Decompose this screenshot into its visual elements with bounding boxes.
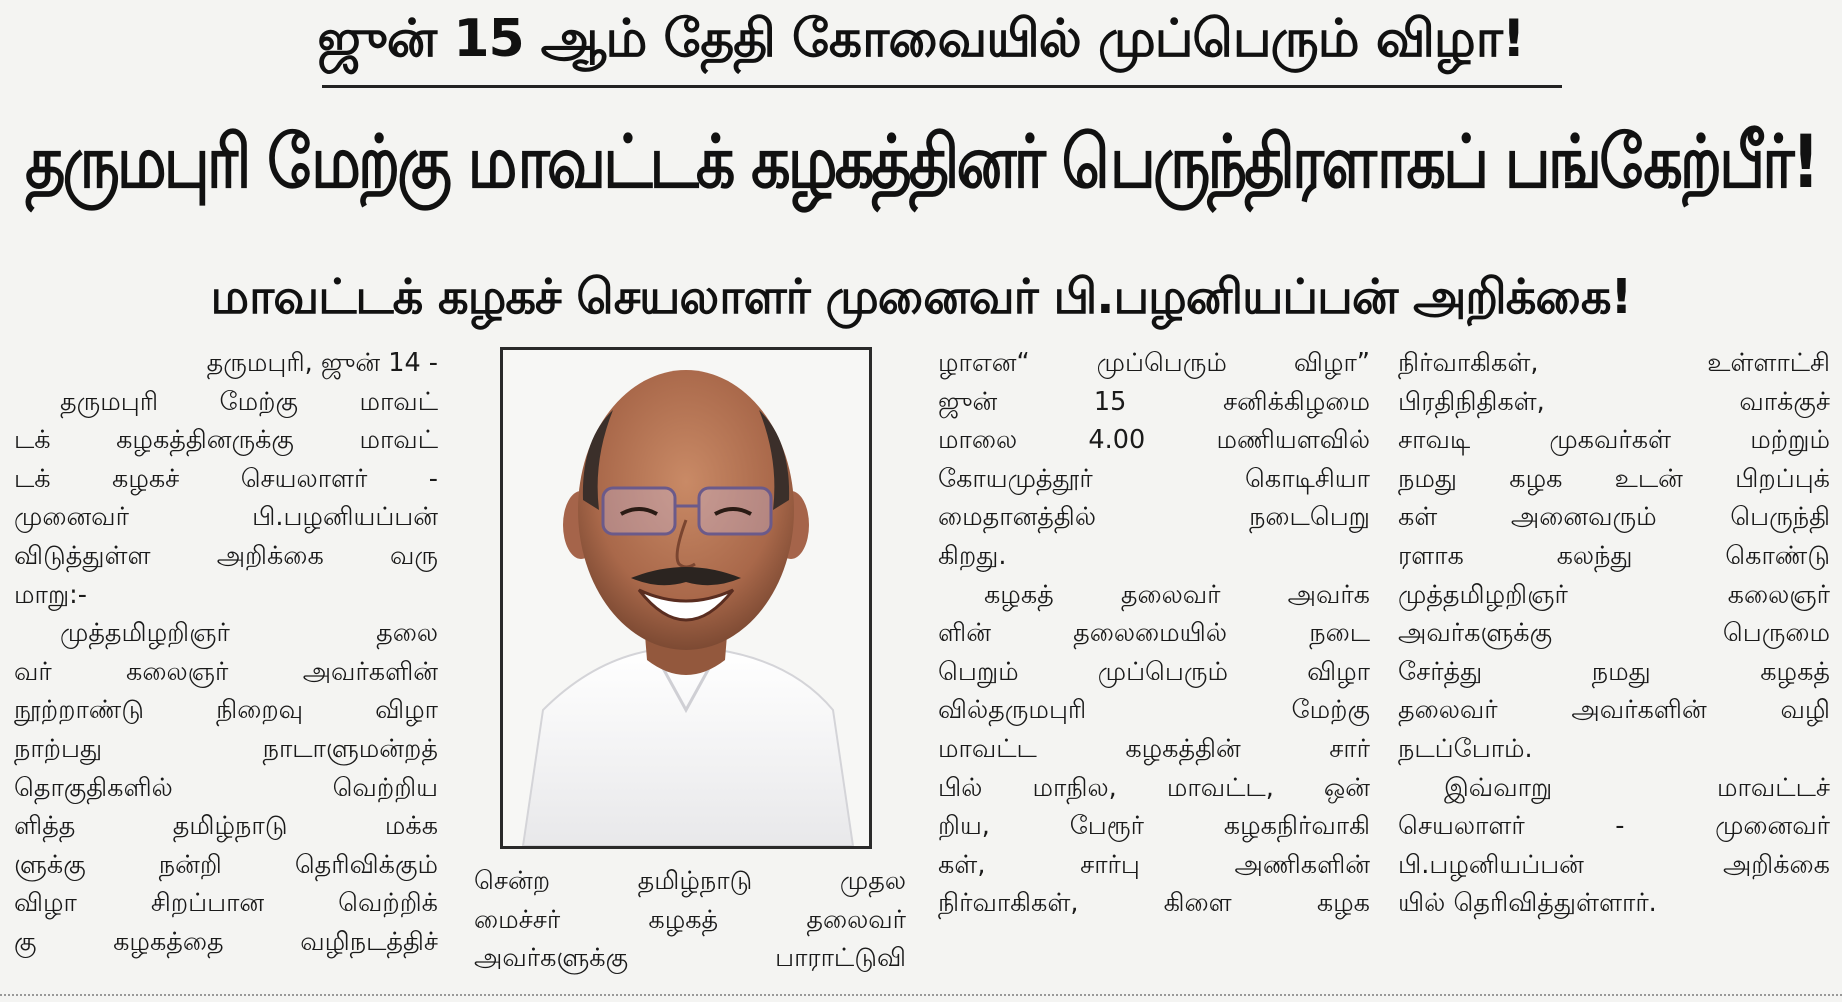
- text-line: பி.பழனியப்பன் அறிக்கை: [1398, 849, 1830, 880]
- text-line: மாவட்ட கழகத்தின் சார்: [938, 733, 1370, 764]
- article-column-1: [14, 344, 438, 962]
- text-line: அவர்களுக்கு பெருமை: [1398, 618, 1830, 649]
- dateline: தருமபுரி, ஜுன் 14 -: [206, 348, 438, 378]
- text-line: மைதானத்தில் நடைபெறு: [938, 502, 1370, 533]
- kicker-underline: [322, 85, 1562, 88]
- main-headline: தருமபுரி மேற்கு மாவட்டக் கழகத்தினர் பெருந்திரளாகப் பங்கேற்பீர்!: [25, 118, 1817, 205]
- text-line: டக் கழகத்தினருக்கு மாவட்: [14, 425, 438, 456]
- text-line: விழா சிறப்பான வெற்றிக்: [14, 888, 438, 919]
- text-line: பில் மாநில, மாவட்ட, ஒன்: [938, 772, 1370, 803]
- text-line: சென்ற தமிழ்நாடு முதல: [474, 866, 906, 896]
- article-column-3: [938, 344, 1370, 923]
- text-line: நிர்வாகிகள், உள்ளாட்சி: [1398, 348, 1830, 378]
- text-line: ளுக்கு நன்றி தெரிவிக்கும்: [14, 849, 438, 880]
- text-line: மைச்சர் கழகத் தலைவர்: [474, 904, 906, 935]
- text-line: கழகத் தலைவர் அவர்க: [984, 579, 1370, 610]
- text-line: தொகுதிகளில் வெற்றிய: [14, 772, 438, 803]
- text-line: தலைவர் அவர்களின் வழி: [1398, 695, 1830, 726]
- text-line: ளித்த தமிழ்நாடு மக்க: [14, 811, 438, 842]
- portrait-photo: [500, 347, 872, 849]
- text-line: மாறு:-: [14, 579, 87, 610]
- text-line: வர் கலைஞர் அவர்களின்: [14, 656, 438, 687]
- text-line: மாலை 4.00 மணியளவில்: [938, 425, 1370, 456]
- text-line: இவ்வாறு மாவட்டச்: [1444, 772, 1830, 803]
- text-line: முனைவர் பி.பழனியப்பன்: [14, 502, 438, 533]
- text-line: கோயமுத்தூர் கொடிசியா: [938, 463, 1370, 494]
- kicker-headline: ஜுன் 15 ஆம் தேதி கோவையில் முப்பெரும் விழா!: [317, 9, 1525, 69]
- portrait-illustration: [503, 350, 869, 846]
- text-line: கள், சார்பு அணிகளின்: [938, 849, 1370, 880]
- text-line: நமது கழக உடன் பிறப்புக்: [1398, 463, 1830, 494]
- text-line: சேர்த்து நமது கழகத்: [1398, 656, 1830, 687]
- article-column-4: [1398, 344, 1830, 923]
- text-line: தருமபுரி மேற்கு மாவட்: [60, 386, 438, 417]
- text-line: கு கழகத்தை வழிநடத்திச்: [14, 926, 438, 957]
- text-line: நிர்வாகிகள், கிளை கழக: [938, 888, 1370, 919]
- text-line: கள் அனைவரும் பெருந்தி: [1398, 502, 1830, 533]
- bottom-divider: [0, 994, 1842, 996]
- text-line: செயலாளர் - முனைவர்: [1398, 811, 1830, 842]
- text-line: ரளாக கலந்து கொண்டு: [1398, 540, 1830, 571]
- text-line: றிய, பேரூர் கழகநிர்வாகி: [938, 811, 1370, 842]
- text-line: விடுத்துள்ள அறிக்கை வரு: [14, 540, 438, 571]
- text-line: நடப்போம்.: [1398, 733, 1533, 764]
- text-line: அவர்களுக்கு பாராட்டுவி: [474, 943, 906, 974]
- text-line: ளின் தலைமையில் நடை: [938, 618, 1370, 649]
- text-line: பிரதிநிதிகள், வாக்குச்: [1398, 386, 1830, 417]
- text-line: சாவடி முகவர்கள் மற்றும்: [1398, 425, 1830, 456]
- article-column-2: [474, 862, 906, 978]
- sub-headline: மாவட்டக் கழகச் செயலாளர் முனைவர் பி.பழனியப்பன் அறிக்கை!: [210, 269, 1632, 325]
- text-line: முத்தமிழறிஞர் கலைஞர்: [1398, 579, 1830, 610]
- text-line: வில்தருமபுரி மேற்கு: [938, 695, 1370, 726]
- text-line: நூற்றாண்டு நிறைவு விழா: [14, 695, 438, 726]
- text-line: ழாஎன“ முப்பெரும் விழா”: [938, 348, 1370, 378]
- text-line: டக் கழகச் செயலாளர் -: [14, 463, 438, 494]
- text-line: நாற்பது நாடாளுமன்றத்: [14, 733, 438, 764]
- text-line: கிறது.: [938, 540, 1007, 571]
- text-line: முத்தமிழறிஞர் தலை: [60, 618, 438, 649]
- text-line: யில் தெரிவித்துள்ளார்.: [1398, 888, 1657, 919]
- text-line: பெறும் முப்பெரும் விழா: [938, 656, 1370, 687]
- text-line: ஜுன் 15 சனிக்கிழமை: [938, 386, 1370, 417]
